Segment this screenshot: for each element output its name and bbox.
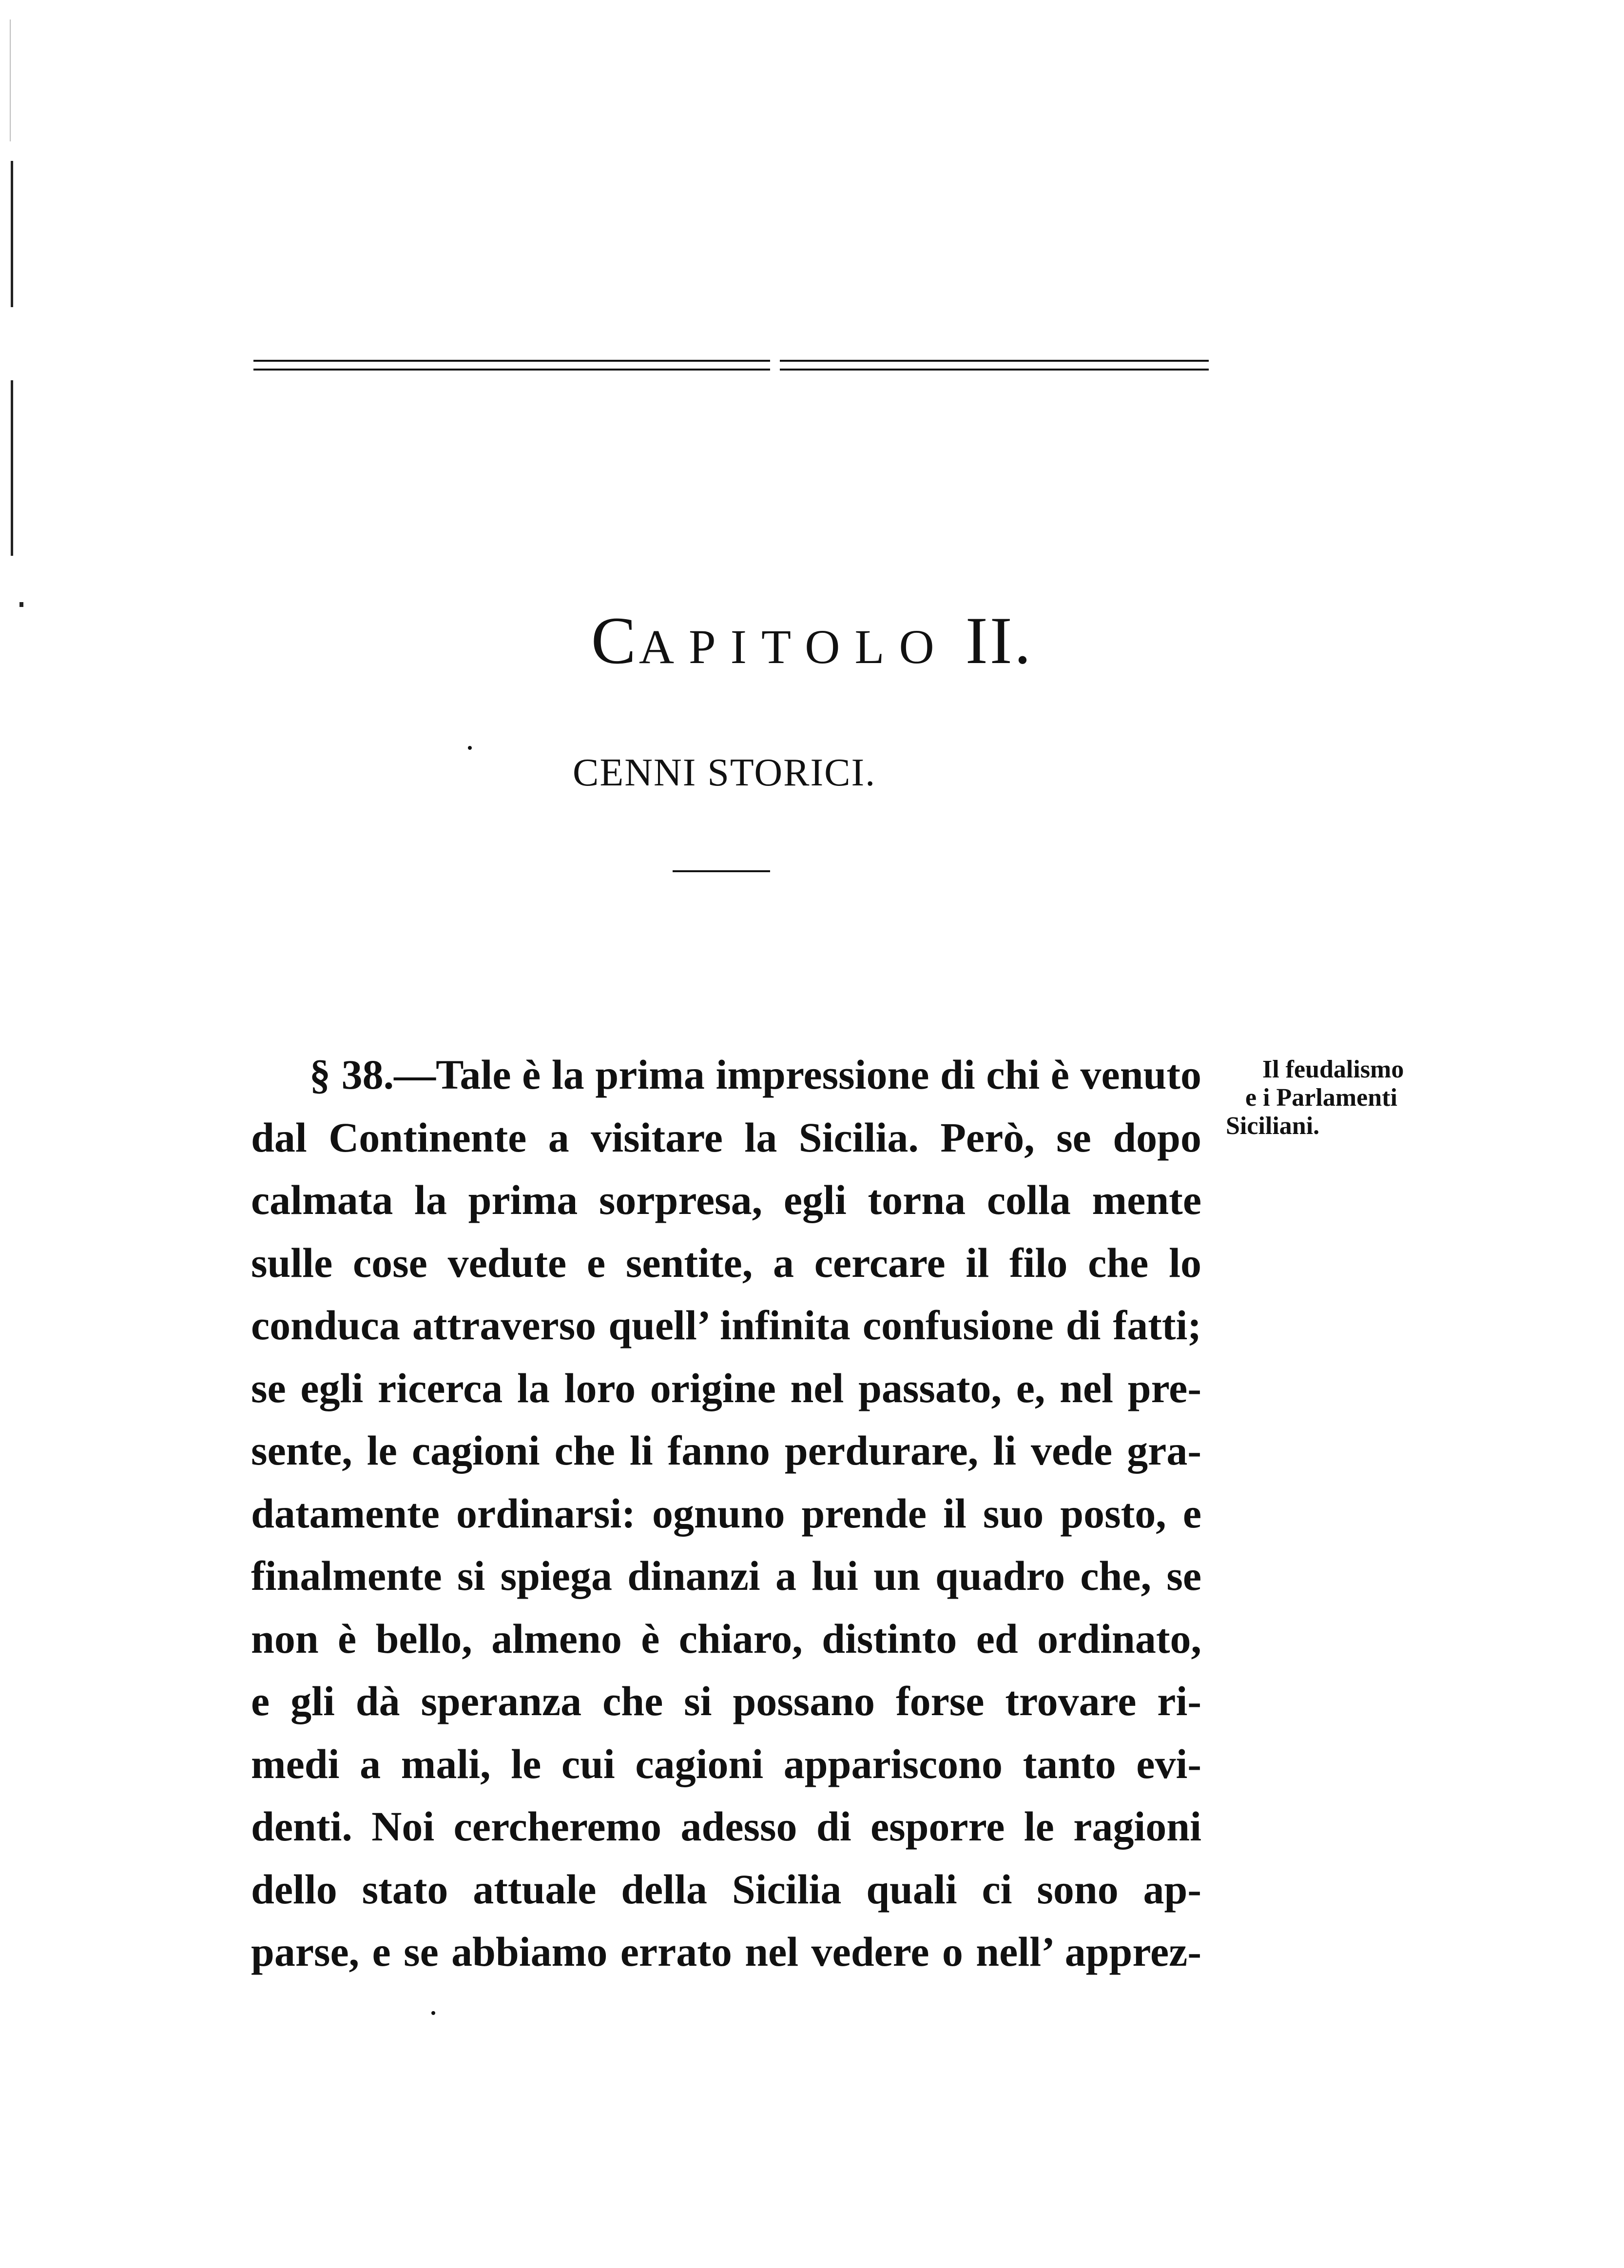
text-line: datamente ordinarsi: ognuno prende il suo posto, e (251, 1489, 1201, 1537)
header-double-rule-left (253, 360, 770, 371)
chapter-title (0, 603, 1624, 678)
text-line: non è bello, almeno è chiaro, distinto ed ordinato, (251, 1615, 1201, 1662)
chapter-title-word: APITOLO (638, 620, 949, 674)
margin-note-line: Siciliani. (1226, 1112, 1320, 1140)
text-line: dello stato attuale della Sicilia quali ci sono ap- (251, 1865, 1201, 1913)
text-line: sente, le cagioni che li fanno perdurare, li vede gra- (251, 1427, 1201, 1474)
chapter-title-initial: C (591, 603, 639, 678)
margin-note-line: e i Parlamenti (1245, 1084, 1397, 1112)
chapter-subtitle: CENNI STORICI. (573, 751, 876, 794)
text-line: § 38.—Tale è la prima impressione di chi è venuto (309, 1051, 1201, 1098)
scan-artifact (11, 380, 13, 556)
margin-note (1226, 1056, 1431, 1140)
text-line: dal Continente a visitare la Sicilia. Però, se dopo (251, 1114, 1201, 1161)
margin-note-line: Il feudalismo (1262, 1056, 1404, 1083)
text-line: calmata la prima sorpresa, egli torna colla mente (251, 1176, 1201, 1223)
scan-artifact (19, 602, 23, 607)
header-double-rule-right (780, 360, 1209, 371)
section-divider (673, 870, 770, 872)
text-line: se egli ricerca la loro origine nel passato, e, nel pre- (251, 1364, 1201, 1411)
text-line: denti. Noi cercheremo adesso di esporre le ragioni (251, 1803, 1201, 1850)
text-line: parse, e se abbiamo errato nel vedere o nell’ apprez- (251, 1928, 1201, 1975)
text-line: medi a mali, le cui cagioni appariscono tanto evi- (251, 1740, 1201, 1787)
scan-artifact (11, 161, 13, 307)
text-line: finalmente si spiega dinanzi a lui un quadro che, se (251, 1552, 1201, 1599)
text-line: sulle cose vedute e sentite, a cercare il filo che lo (251, 1239, 1201, 1286)
text-line: e gli dà speranza che si possano forse trovare ri- (251, 1678, 1201, 1724)
text-line: conduca attraverso quell’ infinita confusione di fatti; (251, 1302, 1201, 1349)
stray-ink-dot (431, 2011, 435, 2015)
stray-ink-dot (468, 746, 472, 750)
chapter-number: II. (965, 603, 1033, 678)
scan-artifact (10, 20, 11, 141)
body-paragraph (251, 1043, 1201, 1983)
